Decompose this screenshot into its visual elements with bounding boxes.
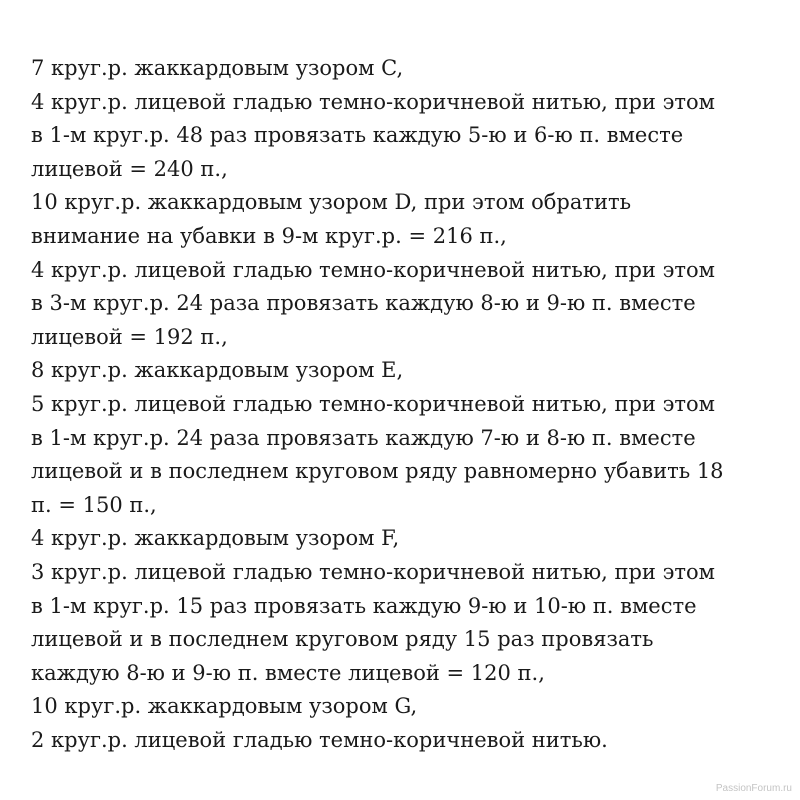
text-line-12: в 1-м круг.р. 24 раза провязать каждую 7-ю и 8-ю п. вместе — [31, 425, 696, 450]
text-line-13: лицевой и в последнем круговом ряду равномерно убавить 18 — [31, 459, 724, 484]
text-line-17: в 1-м круг.р. 15 раз провязать каждую 9-ю и 10-ю п. вместе — [31, 593, 697, 618]
text-line-19: каждую 8-ю и 9-ю п. вместе лицевой = 120 п., — [31, 660, 545, 685]
text-line-21: 2 круг.р. лицевой гладью темно-коричневой нитью. — [31, 727, 608, 752]
text-line-8: в 3-м круг.р. 24 раза провязать каждую 8-ю и 9-ю п. вместе — [31, 291, 696, 316]
text-line-5: 10 круг.р. жаккардовым узором D, при этом обратить — [31, 190, 632, 215]
text-line-20: 10 круг.р. жаккардовым узором G, — [31, 694, 418, 719]
text-line-7: 4 круг.р. лицевой гладью темно-коричневой нитью, при этом — [31, 257, 715, 282]
text-line-11: 5 круг.р. лицевой гладью темно-коричневой нитью, при этом — [31, 391, 715, 416]
watermark: PassionForum.ru — [715, 783, 792, 794]
text-line-6: внимание на убавки в 9-м круг.р. = 216 п., — [31, 223, 507, 248]
text-line-3: в 1-м круг.р. 48 раз провязать каждую 5-ю и 6-ю п. вместе — [31, 123, 684, 148]
text-line-4: лицевой = 240 п., — [31, 156, 228, 181]
text-line-10: 8 круг.р. жаккардовым узором E, — [31, 358, 404, 383]
text-line-18: лицевой и в последнем круговом ряду 15 раз провязать — [31, 627, 654, 652]
instructions-text — [31, 52, 791, 757]
text-line-16: 3 круг.р. лицевой гладью темно-коричневой нитью, при этом — [31, 559, 715, 584]
text-line-1: 7 круг.р. жаккардовым узором C, — [31, 56, 404, 80]
text-line-2: 4 круг.р. лицевой гладью темно-коричневой нитью, при этом — [31, 89, 715, 114]
text-line-14: п. = 150 п., — [31, 492, 157, 517]
text-line-15: 4 круг.р. жаккардовым узором F, — [31, 526, 400, 551]
text-line-9: лицевой = 192 п., — [31, 324, 228, 349]
